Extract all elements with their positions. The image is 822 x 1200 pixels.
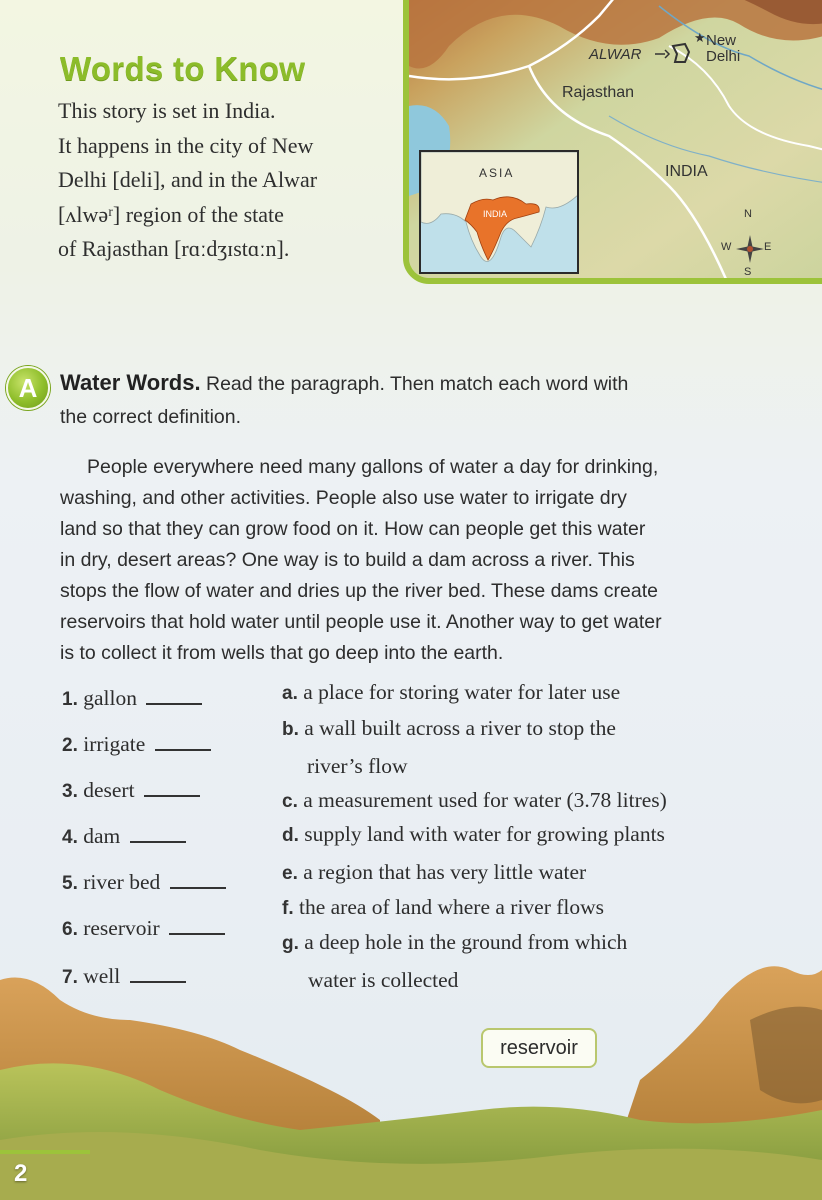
definition-text: a wall built across a river to stop the xyxy=(304,716,616,740)
asia-inset-map xyxy=(419,150,579,274)
term-word: desert xyxy=(83,778,135,802)
wtk-line: [ʌlwəʳ] region of the state xyxy=(58,201,284,227)
term-desert xyxy=(62,778,200,803)
term-number: 6. xyxy=(62,919,78,940)
term-gallon xyxy=(62,686,202,711)
paragraph-line: stops the flow of water and dries up the river bed. These dams create xyxy=(60,580,658,602)
term-irrigate xyxy=(62,732,211,757)
wtk-line: of Rajasthan [rɑːdʒɪstɑːn]. xyxy=(58,236,290,261)
term-number: 7. xyxy=(62,967,78,988)
definition-text: river’s flow xyxy=(307,754,408,778)
term-river-bed xyxy=(62,870,226,895)
definition-b xyxy=(282,716,616,741)
page-number-rule xyxy=(0,1150,90,1154)
section-a-instructions-2: the correct definition. xyxy=(60,406,242,428)
paragraph-line: land so that they can grow food on it. How can people get this water xyxy=(60,518,646,540)
term-number: 2. xyxy=(62,735,78,756)
term-number: 1. xyxy=(62,689,78,710)
words-to-know-text xyxy=(58,94,388,267)
inset-label-india: INDIA xyxy=(483,209,508,219)
term-dam xyxy=(62,824,186,849)
paragraph-line: in dry, desert areas? One way is to build a dam across a river. This xyxy=(60,549,635,571)
definition-d xyxy=(282,822,665,847)
wtk-line: Delhi [deli], and in the Alwar xyxy=(58,167,318,192)
term-word: reservoir xyxy=(83,916,160,940)
definition-text: a place for storing water for later use xyxy=(303,680,621,704)
section-a-badge: A xyxy=(6,366,50,410)
term-word: river bed xyxy=(83,870,161,894)
vocab-chip-reservoir: reservoir xyxy=(481,1028,597,1068)
term-number: 4. xyxy=(62,827,78,848)
definition-b-continued xyxy=(307,754,408,779)
map-label-new: New xyxy=(706,32,737,49)
compass-west: W xyxy=(721,241,732,253)
definition-text: a region that has very little water xyxy=(303,860,587,884)
words-to-know-title: Words to Know xyxy=(60,50,306,87)
definition-letter: c. xyxy=(282,791,298,812)
definition-letter: f. xyxy=(282,898,294,919)
water-paragraph xyxy=(60,452,760,669)
definition-letter: a. xyxy=(282,683,298,704)
definition-c xyxy=(282,788,667,813)
term-word: dam xyxy=(83,824,121,848)
definition-letter: b. xyxy=(282,719,299,740)
capital-star-icon: ★ xyxy=(694,30,706,45)
map-label-india: INDIA xyxy=(665,163,708,180)
wtk-line: It happens in the city of New xyxy=(58,132,314,158)
term-word: well xyxy=(83,964,121,988)
definition-text: the area of land where a river flows xyxy=(298,895,605,919)
definition-text: a measurement used for water (3.78 litres) xyxy=(303,788,667,812)
term-word: gallon xyxy=(83,686,137,710)
compass-east: E xyxy=(764,241,772,253)
section-a-heading xyxy=(60,366,760,434)
definition-a xyxy=(282,680,620,705)
section-a-instructions: Read the paragraph. Then match each word with xyxy=(206,373,629,395)
answer-blank[interactable] xyxy=(170,873,226,889)
definition-text: a deep hole in the ground from which xyxy=(304,930,628,954)
definition-text: water is collected xyxy=(308,968,459,992)
paragraph-line: People everywhere need many gallons of water a day for drinking, xyxy=(87,456,659,478)
compass-north: N xyxy=(744,208,752,220)
alwar-region-icon xyxy=(655,42,697,66)
term-reservoir xyxy=(62,916,225,941)
answer-blank[interactable] xyxy=(155,735,211,751)
map-label-rajasthan: Rajasthan xyxy=(562,84,635,101)
definition-g xyxy=(282,930,627,955)
definition-letter: e. xyxy=(282,863,298,884)
paragraph-line: washing, and other activities. People also use water to irrigate dry xyxy=(60,487,627,509)
desert-landscape-illustration xyxy=(0,960,822,1200)
compass-south: S xyxy=(744,266,752,278)
inset-label-asia: ASIA xyxy=(479,166,515,180)
india-map xyxy=(403,0,822,284)
answer-blank[interactable] xyxy=(144,781,200,797)
section-a-title: Water Words. xyxy=(60,370,201,395)
definition-f xyxy=(282,895,604,920)
term-number: 5. xyxy=(62,873,78,894)
map-label-delhi: Delhi xyxy=(706,48,741,65)
wtk-line: This story is set in India. xyxy=(58,98,276,123)
page-number: 2 xyxy=(14,1160,28,1187)
answer-blank[interactable] xyxy=(130,827,186,843)
paragraph-line: is to collect it from wells that go deep into the earth. xyxy=(60,642,504,664)
definition-text: supply land with water for growing plants xyxy=(304,822,665,846)
definition-letter: g. xyxy=(282,933,299,954)
answer-blank[interactable] xyxy=(169,919,225,935)
map-label-alwar: ALWAR xyxy=(589,46,642,63)
term-number: 3. xyxy=(62,781,78,802)
answer-blank[interactable] xyxy=(146,689,202,705)
definition-letter: d. xyxy=(282,825,299,846)
term-word: irrigate xyxy=(83,732,146,756)
definition-e xyxy=(282,860,586,885)
paragraph-line: reservoirs that hold water until people use it. Another way to get water xyxy=(60,611,662,633)
